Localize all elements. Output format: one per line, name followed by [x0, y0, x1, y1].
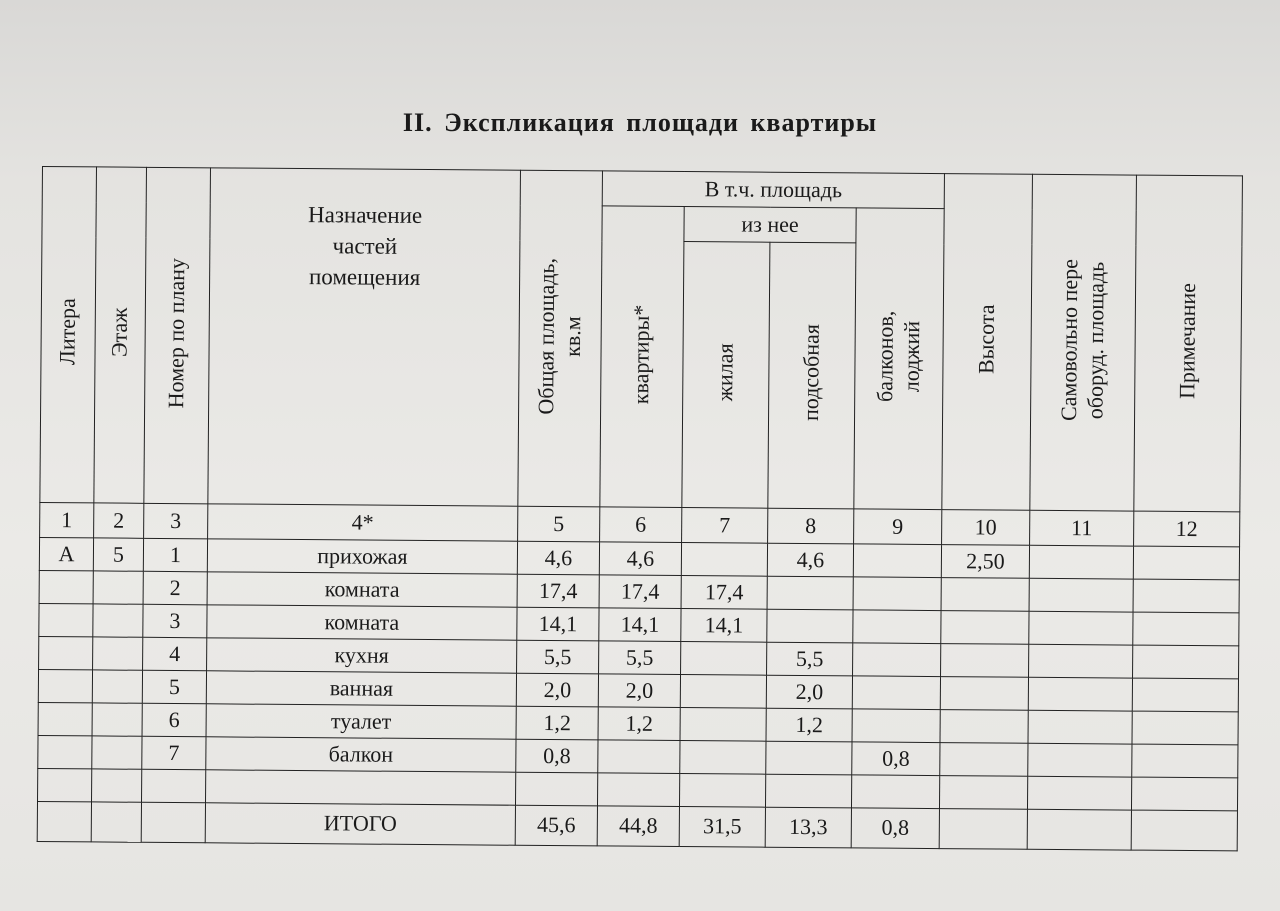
cell-plan-number: 7: [142, 736, 206, 770]
cell-floor: [91, 802, 141, 842]
cell-total-area: [515, 772, 597, 806]
cell-apartment-area: 1,2: [598, 707, 680, 741]
header-height: Высота: [942, 174, 1033, 511]
cell-floor: 5: [93, 538, 143, 571]
header-note: Примечание: [1134, 175, 1243, 512]
header-plan-number: Номер по плану: [144, 167, 211, 503]
explication-table-wrap: [37, 166, 1242, 850]
column-number: 11: [1030, 510, 1134, 546]
table-body: [37, 537, 1239, 850]
cell-living-area: 14,1: [681, 609, 767, 643]
cell-self-built: [1028, 743, 1132, 777]
cell-note: [1133, 612, 1239, 646]
cell-self-built: [1029, 644, 1133, 678]
cell-plan-number: 1: [143, 538, 207, 572]
cell-balcony-area: 0,8: [851, 808, 939, 849]
column-number: 7: [682, 508, 768, 544]
cell-auxiliary-area: 1,2: [766, 708, 852, 742]
cell-plan-number: 3: [143, 604, 207, 638]
cell-apartment-area: 14,1: [599, 608, 681, 642]
cell-height: 2,50: [941, 545, 1029, 579]
cell-total-area: 2,0: [516, 673, 598, 707]
cell-note: [1132, 744, 1238, 778]
column-number: 12: [1134, 511, 1240, 547]
explication-table: [37, 166, 1243, 851]
cell-room-name: кухня: [207, 638, 517, 673]
cell-total-area: 14,1: [517, 607, 599, 641]
column-number: 8: [768, 508, 854, 544]
cell-balcony-area: [852, 709, 940, 743]
cell-apartment-area: 5,5: [599, 641, 681, 675]
cell-room-name: туалет: [206, 704, 516, 739]
header-apartment: квартиры*: [600, 206, 684, 508]
cell-plan-number: [141, 802, 205, 843]
cell-plan-number: 4: [143, 637, 207, 671]
cell-total-area: 1,2: [516, 706, 598, 740]
cell-note: [1133, 579, 1239, 613]
cell-note: [1133, 546, 1239, 580]
cell-room-name: ИТОГО: [205, 803, 515, 845]
cell-note: [1133, 645, 1239, 679]
column-number: 4*: [208, 504, 518, 541]
cell-living-area: [679, 774, 765, 808]
cell-litera: [38, 702, 92, 735]
cell-self-built: [1028, 710, 1132, 744]
header-self-built: Самовольно пере оборуд. площадь: [1030, 174, 1137, 511]
cell-height: [940, 710, 1028, 744]
cell-balcony-area: [853, 643, 941, 677]
cell-room-name: комната: [207, 572, 517, 607]
header-room-purpose: Назначение частей помещения: [208, 168, 521, 506]
cell-living-area: [680, 675, 766, 709]
cell-auxiliary-area: 5,5: [767, 642, 853, 676]
cell-balcony-area: [853, 610, 941, 644]
cell-note: [1132, 678, 1238, 712]
cell-total-area: 45,6: [515, 805, 597, 846]
cell-litera: [39, 636, 93, 669]
cell-room-name: [206, 770, 516, 805]
cell-living-area: [681, 642, 767, 676]
column-number: 9: [854, 509, 942, 545]
cell-total-area: 5,5: [517, 640, 599, 674]
header-litera: Литера: [40, 167, 97, 503]
cell-self-built: [1029, 611, 1133, 645]
header-total-area: Общая площадь, кв.м: [518, 170, 603, 507]
cell-floor: [92, 736, 142, 769]
cell-litera: А: [39, 537, 93, 570]
cell-note: [1131, 777, 1237, 811]
cell-balcony-area: [853, 544, 941, 578]
cell-auxiliary-area: [767, 576, 853, 610]
header-of-which: из нее: [684, 207, 856, 243]
cell-self-built: [1029, 578, 1133, 612]
cell-height: [941, 611, 1029, 645]
cell-room-name: комната: [207, 605, 517, 640]
cell-living-area: [681, 543, 767, 577]
cell-note: [1132, 711, 1238, 745]
cell-total-area: 17,4: [517, 574, 599, 608]
cell-plan-number: 6: [142, 703, 206, 737]
cell-apartment-area: 44,8: [597, 806, 679, 847]
cell-height: [939, 776, 1027, 810]
cell-litera: [37, 801, 91, 841]
cell-living-area: 17,4: [681, 576, 767, 610]
cell-floor: [93, 637, 143, 670]
cell-floor: [92, 769, 142, 802]
header-row-1: [42, 167, 1242, 211]
document-title: II. Экспликация площади квартиры: [402, 108, 878, 137]
cell-total-area: 0,8: [516, 739, 598, 773]
cell-height: [939, 809, 1027, 850]
cell-floor: [93, 571, 143, 604]
column-number: 5: [518, 506, 600, 542]
cell-living-area: 31,5: [679, 807, 765, 848]
cell-plan-number: [142, 769, 206, 803]
column-number: 6: [600, 507, 682, 543]
cell-height: [940, 743, 1028, 777]
header-floor: Этаж: [94, 167, 147, 503]
cell-floor: [92, 670, 142, 703]
column-number: 3: [144, 503, 208, 539]
cell-height: [941, 578, 1029, 612]
cell-apartment-area: 4,6: [599, 542, 681, 576]
cell-auxiliary-area: [766, 741, 852, 775]
cell-living-area: [680, 708, 766, 742]
cell-auxiliary-area: [767, 609, 853, 643]
column-number: 2: [94, 503, 144, 538]
cell-litera: [38, 735, 92, 768]
cell-plan-number: 2: [143, 571, 207, 605]
header-auxiliary: подсобная: [768, 242, 856, 509]
cell-balcony-area: [853, 577, 941, 611]
cell-litera: [39, 570, 93, 603]
cell-plan-number: 5: [142, 670, 206, 704]
cell-height: [941, 644, 1029, 678]
cell-self-built: [1029, 545, 1133, 579]
cell-auxiliary-area: 13,3: [765, 807, 851, 848]
cell-living-area: [680, 741, 766, 775]
cell-room-name: прихожая: [207, 539, 517, 574]
cell-apartment-area: 17,4: [599, 575, 681, 609]
cell-litera: [38, 768, 92, 801]
header-balcony: балконов, лоджий: [854, 208, 944, 510]
cell-self-built: [1028, 677, 1132, 711]
cell-total-area: 4,6: [517, 541, 599, 575]
cell-apartment-area: 2,0: [598, 674, 680, 708]
cell-litera: [38, 669, 92, 702]
cell-balcony-area: [851, 775, 939, 809]
column-number: 10: [942, 510, 1030, 546]
cell-apartment-area: [597, 773, 679, 807]
cell-floor: [93, 604, 143, 637]
cell-balcony-area: [852, 676, 940, 710]
cell-auxiliary-area: 4,6: [767, 543, 853, 577]
column-number: 1: [40, 502, 94, 537]
cell-room-name: балкон: [206, 737, 516, 772]
header-including-area: В т.ч. площадь: [602, 171, 944, 209]
cell-floor: [92, 703, 142, 736]
cell-height: [940, 677, 1028, 711]
total-row: [37, 801, 1237, 850]
cell-room-name: ванная: [206, 671, 516, 706]
cell-self-built: [1027, 809, 1131, 850]
cell-note: [1131, 810, 1237, 851]
cell-litera: [39, 603, 93, 636]
cell-auxiliary-area: 2,0: [766, 675, 852, 709]
cell-balcony-area: 0,8: [852, 742, 940, 776]
cell-apartment-area: [598, 740, 680, 774]
header-living: жилая: [682, 242, 770, 509]
cell-auxiliary-area: [765, 774, 851, 808]
cell-self-built: [1027, 776, 1131, 810]
